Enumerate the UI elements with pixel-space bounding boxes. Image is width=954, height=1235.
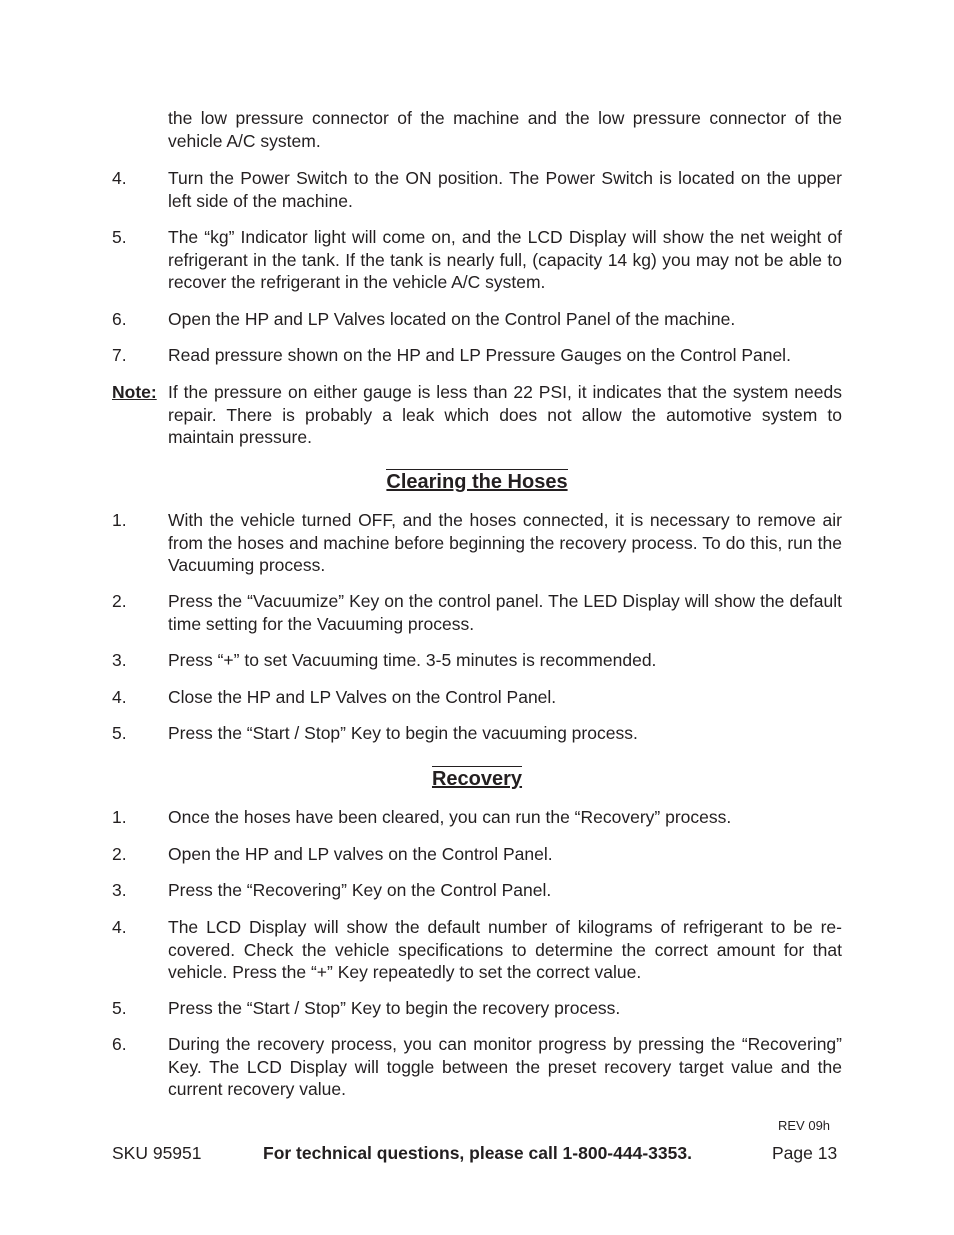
step-item — [112, 916, 842, 984]
step-number: 2. — [112, 591, 127, 611]
step-number: 4. — [112, 687, 127, 707]
step-item — [112, 686, 842, 709]
step-number: 3. — [112, 880, 127, 900]
intro-paragraph: the low pressure connector of the machine and the low pressure connector of the vehicle A/C system. — [168, 108, 842, 151]
step-number: 3. — [112, 650, 127, 670]
step-text: Press the “Recovering” Key on the Control Panel. — [168, 880, 552, 900]
step-text: Open the HP and LP Valves located on the Control Panel of the machine. — [168, 309, 736, 329]
step-text: Close the HP and LP Valves on the Control Panel. — [168, 687, 557, 707]
footer-tech-support: For technical questions, please call 1-800-444-3353. — [263, 1143, 692, 1163]
step-number: 5. — [112, 227, 127, 247]
section-heading — [0, 469, 954, 495]
step-text: Read pressure shown on the HP and LP Pressure Gauges on the Control Panel. — [168, 345, 791, 365]
step-item — [112, 1033, 842, 1101]
step-text: The LCD Display will show the default number of kilograms of refrigerant to be recovered. Check the vehicle specifications to determine the correct amount for that vehicle. Press the “+” Key repeatedly to set the correct value. — [168, 917, 842, 982]
step-number: 6. — [112, 1034, 127, 1054]
step-number: 7. — [112, 345, 127, 365]
section-title: Clearing the Hoses — [386, 471, 568, 493]
step-number: 1. — [112, 510, 127, 530]
step-text: Press the “Start / Stop” Key to begin the recovery process. — [168, 998, 621, 1018]
step-item — [112, 997, 842, 1020]
step-number: 2. — [112, 844, 127, 864]
section-title: Recovery — [431, 768, 523, 790]
revision-label: REV 09h — [778, 1118, 831, 1133]
step-item — [112, 590, 842, 635]
step-item — [112, 167, 842, 212]
step-text: Press the “Start / Stop” Key to begin the vacuuming process. — [168, 723, 638, 743]
step-number: 5. — [112, 723, 127, 743]
note-label: Note: — [112, 382, 157, 402]
step-text: Turn the Power Switch to the ON position. The Power Switch is located on the upper left side of the machine. — [168, 168, 842, 211]
step-number: 6. — [112, 309, 127, 329]
step-text: During the recovery process, you can monitor progress by pressing the “Recovering” Key. The LCD Display will toggle between the preset recovery target value and the current recovery value. — [168, 1034, 842, 1099]
step-text: With the vehicle turned OFF, and the hoses connected, it is necessary to remove air from the hoses and machine before beginning the recovery process. To do this, run the Vacuuming process. — [168, 510, 842, 575]
step-text: Open the HP and LP valves on the Control Panel. — [168, 844, 553, 864]
section-heading — [0, 766, 954, 792]
step-text: The “kg” Indicator light will come on, and the LCD Display will show the net weight of refrigerant in the tank. If the tank is nearly full, (capacity 14 kg) you may not be able to recover the refrigerant in the vehicle A/C system. — [168, 227, 842, 292]
step-item — [112, 806, 842, 829]
step-number: 4. — [112, 917, 127, 937]
footer-page-number: Page 13 — [772, 1143, 838, 1163]
step-item — [112, 722, 842, 745]
step-item — [112, 879, 842, 902]
note-text: If the pressure on either gauge is less than 22 PSI, it indicates that the system needs repair. There is probably a leak which does not allow the automotive system to maintain pressure. — [168, 382, 842, 447]
step-text: Once the hoses have been cleared, you can run the “Recovery” process. — [168, 807, 732, 827]
step-item — [112, 226, 842, 294]
step-item — [112, 308, 842, 331]
step-item — [112, 509, 842, 577]
step-number: 4. — [112, 168, 127, 188]
step-text: Press the “Vacuumize” Key on the control panel. The LED Display will show the default time setting for the Vacuuming process. — [168, 591, 842, 634]
step-item — [112, 344, 842, 367]
step-text: Press “+” to set Vacuuming time. 3-5 minutes is recommended. — [168, 650, 657, 670]
note-block — [112, 381, 842, 449]
step-number: 1. — [112, 807, 127, 827]
step-item — [112, 843, 842, 866]
step-number: 5. — [112, 998, 127, 1018]
footer-sku: SKU 95951 — [112, 1143, 202, 1163]
step-item — [112, 649, 842, 672]
